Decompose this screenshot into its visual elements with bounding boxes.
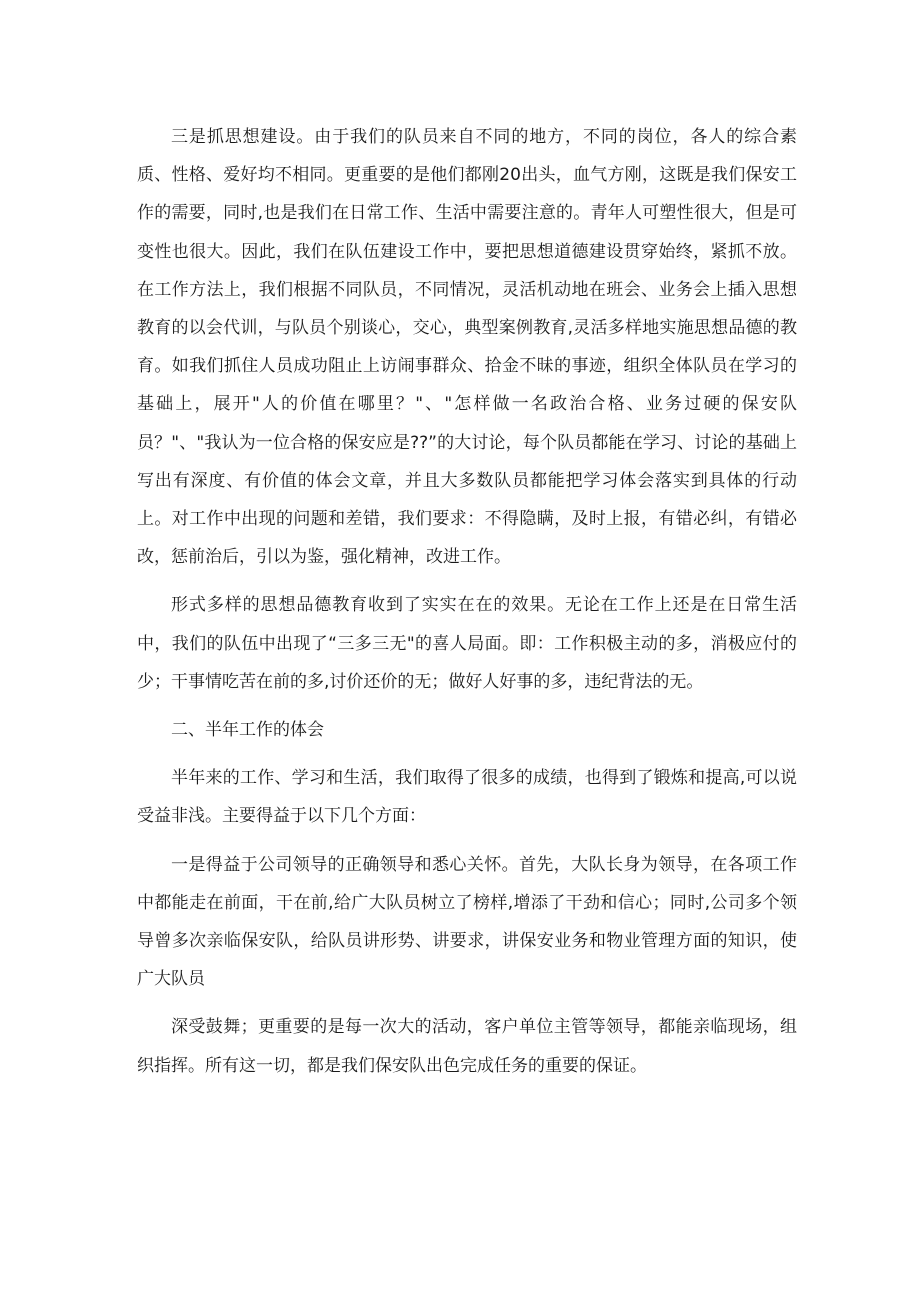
section-heading: 二、半年工作的体会 — [171, 720, 324, 741]
paragraph-ideological-building: 三是抓思想建设。由于我们的队员来自不同的地方，不同的岗位，各人的综合素质、性格、爱好均不相同。更重要的是他们都刚20出头，血气方刚，这既是我们保安工作的需要，同时,也是我们在日常工作、生活中需要注意的。青年人可塑性很大，但是可变性也很大。因此，我们在队伍建设工作中，要把思想道德建设贯穿始终，紧抓不放。在工作方法上，我们根据不同队员，不同情况，灵活机动地在班会、业务会上插入思想教育的以会代训，与队员个别谈心，交心，典型案例教育,灵活多样地实施思想品德的教育。如我们抓住人员成功阻止上访闹事群众、拾金不昧的事迹，组织全体队员在学习的基础上，展开"人的价值在哪里？"、"怎样做一名政治合格、业务过硬的保安队员？"、"我认为一位合格的保安应是??”的大讨论，每个队员都能在学习、讨论的基础上写出有深度、有价值的体会文章，并且大多数队员都能把学习体会落实到具体的行动上。对工作中出现的问题和差错，我们要求：不得隐瞒，及时上报，有错必纠，有错必改，惩前治后，引以为鉴，强化精神，改进工作。 — [137, 127, 797, 568]
document-body — [137, 118, 797, 1085]
paragraph-education-results: 形式多样的思想品德教育收到了实实在在的效果。无论在工作上还是在日常生活中，我们的队伍中出现了“三多三无"的喜人局面。即：工作积极主动的多，消极应付的少；干事情吃苦在前的多,讨价还价的无；做好人好事的多，违纪背法的无。 — [137, 595, 797, 692]
paragraph-half-year-summary: 半年来的工作、学习和生活，我们取得了很多的成绩，也得到了锻炼和提高,可以说受益非浅。主要得益于以下几个方面： — [137, 768, 797, 827]
paragraph-encouragement: 深受鼓舞；更重要的是每一次大的活动，客户单位主管等领导，都能亲临现场，组织指挥。所有这一切，都是我们保安队出色完成任务的重要的保证。 — [137, 1017, 797, 1076]
paragraph-leadership-benefit: 一是得益于公司领导的正确领导和悉心关怀。首先，大队长身为领导，在各项工作中都能走在前面，干在前,给广大队员树立了榜样,增添了干劲和信心；同时,公司多个领导曾多次亲临保安队，给队员讲形势、讲要求，讲保安业务和物业管理方面的知识，使广大队员 — [137, 854, 797, 990]
